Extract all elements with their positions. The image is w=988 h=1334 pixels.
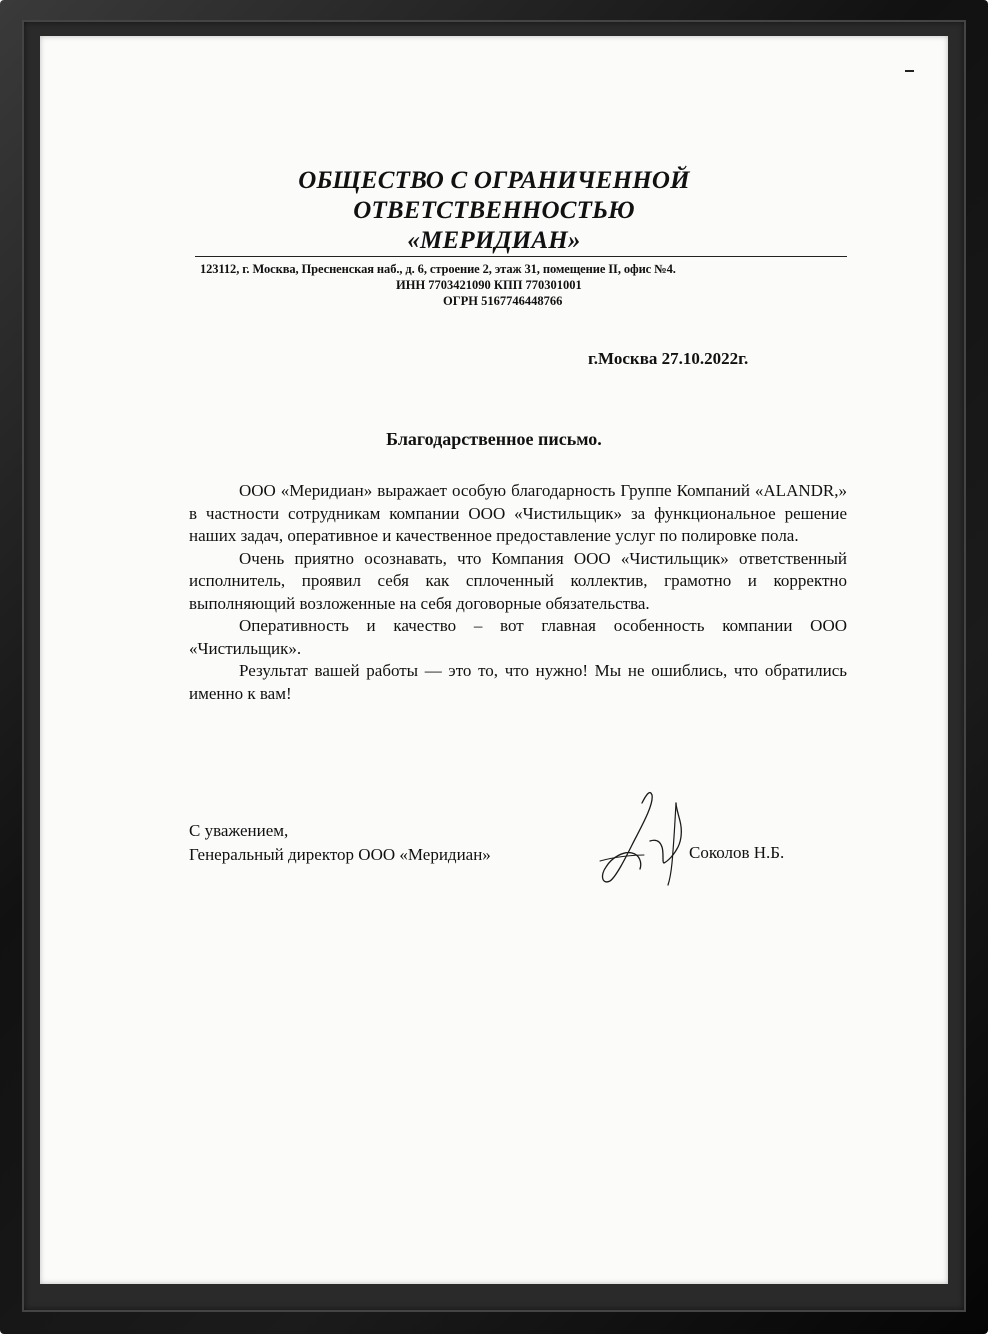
letter-closing <box>189 819 491 867</box>
body-paragraph-4: Результат вашей работы — это то, что нужно! Мы не ошиблись, что обратились именно к вам! <box>189 661 847 703</box>
body-paragraph-1: ООО «Меридиан» выражает особую благодарность Группе Компаний «ALANDR,» в частности сотрудникам компании ООО «Чистильщик» за функциональное решение наших задач, оперативное и качественное предоставление услуг по полировке пола. <box>189 481 847 545</box>
letterhead-divider <box>195 256 847 257</box>
letter-document <box>40 36 948 1284</box>
signature-stroke-1 <box>603 793 653 882</box>
letter-paper <box>40 36 948 1284</box>
company-ogrn: ОГРН 5167746448766 <box>443 294 563 308</box>
company-address: 123112, г. Москва, Пресненская наб., д. 6, строение 2, этаж 31, помещение II, офис №4. <box>200 262 676 276</box>
company-inn-kpp: ИНН 7703421090 КПП 770301001 <box>396 278 582 292</box>
scan-mark <box>905 70 914 72</box>
signer-position: Генеральный директор ООО «Меридиан» <box>189 845 491 864</box>
body-paragraph-2: Очень приятно осознавать, что Компания ООО «Чистильщик» ответственный исполнитель, проявил себя как сплоченный коллектив, грамотно и корректно выполняющий возложенные на себя договорные обязательства. <box>189 548 847 613</box>
letterhead-requisites <box>200 261 860 309</box>
handwritten-signature <box>580 781 700 901</box>
place-and-date: г.Москва 27.10.2022г. <box>588 349 749 368</box>
letterhead-organization <box>40 166 948 256</box>
org-name-line-2: ОТВЕТСТВЕННОСТЬЮ <box>353 197 635 224</box>
signature-stroke-2 <box>650 803 681 863</box>
signer-name: Соколов Н.Б. <box>689 843 785 862</box>
signature-stroke-3 <box>668 803 676 885</box>
org-name-line-3: «МЕРИДИАН» <box>407 227 581 254</box>
body-paragraph-3: Оперативность и качество – вот главная особенность компании ООО «Чистильщик». <box>189 616 847 658</box>
org-name-line-1: ОБЩЕСТВО С ОГРАНИЧЕННОЙ <box>298 167 690 194</box>
letter-body <box>189 480 847 705</box>
letter-title: Благодарственное письмо. <box>386 429 602 449</box>
closing-regards: С уважением, <box>189 821 289 840</box>
